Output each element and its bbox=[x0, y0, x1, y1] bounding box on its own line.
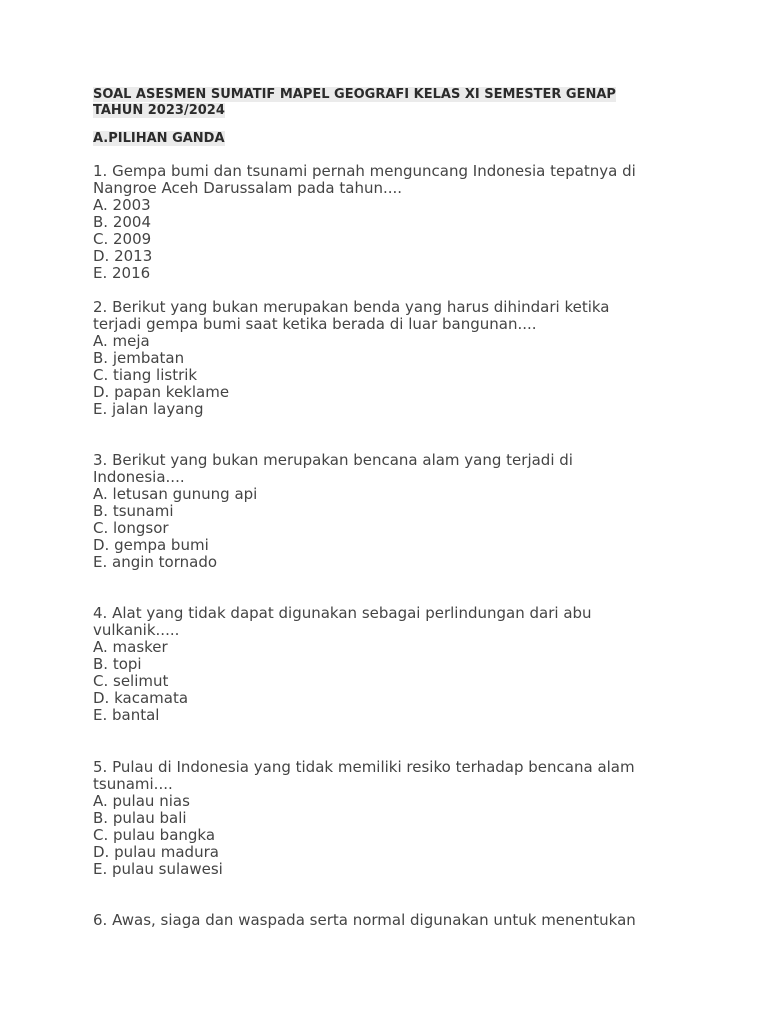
answer-option: C. pulau bangka bbox=[93, 826, 216, 844]
question-text: 1. Gempa bumi dan tsunami pernah menguncang Indonesia tepatnya di bbox=[93, 162, 636, 180]
section-heading-text: A.PILIHAN GANDA bbox=[93, 131, 225, 146]
section-heading bbox=[93, 131, 225, 147]
question-text: 5. Pulau di Indonesia yang tidak memiliki resiko terhadap bencana alam bbox=[93, 758, 635, 776]
answer-option: C. selimut bbox=[93, 672, 169, 690]
answer-option: D. papan keklame bbox=[93, 383, 230, 401]
answer-option: B. jembatan bbox=[93, 349, 185, 367]
question-3 bbox=[93, 452, 693, 571]
question-text: 6. Awas, siaga dan waspada serta normal digunakan untuk menentukan bbox=[93, 911, 636, 929]
answer-option: A. pulau nias bbox=[93, 792, 190, 810]
answer-option: C. 2009 bbox=[93, 230, 152, 248]
answer-option: C. tiang listrik bbox=[93, 366, 198, 384]
question-text: vulkanik..... bbox=[93, 621, 180, 639]
answer-option: D. kacamata bbox=[93, 689, 189, 707]
question-4 bbox=[93, 605, 693, 724]
question-text: 2. Berikut yang bukan merupakan benda yang harus dihindari ketika bbox=[93, 298, 610, 316]
title-line-1: SOAL ASESMEN SUMATIF MAPEL GEOGRAFI KELAS XI SEMESTER GENAP bbox=[93, 87, 616, 102]
answer-option: B. pulau bali bbox=[93, 809, 187, 827]
question-text: 4. Alat yang tidak dapat digunakan sebagai perlindungan dari abu bbox=[93, 604, 592, 622]
question-6 bbox=[93, 912, 693, 929]
question-text: Nangroe Aceh Darussalam pada tahun.... bbox=[93, 179, 403, 197]
answer-option: E. pulau sulawesi bbox=[93, 860, 223, 878]
answer-option: E. bantal bbox=[93, 706, 160, 724]
answer-option: D. 2013 bbox=[93, 247, 153, 265]
question-5 bbox=[93, 759, 693, 878]
answer-option: D. pulau madura bbox=[93, 843, 219, 861]
answer-option: A. 2003 bbox=[93, 196, 151, 214]
title-line-2: TAHUN 2023/2024 bbox=[93, 103, 225, 118]
answer-option: A. masker bbox=[93, 638, 168, 656]
answer-option: E. angin tornado bbox=[93, 553, 218, 571]
question-1 bbox=[93, 163, 693, 282]
question-2 bbox=[93, 299, 693, 418]
answer-option: B. topi bbox=[93, 655, 142, 673]
answer-option: A. letusan gunung api bbox=[93, 485, 258, 503]
question-text: terjadi gempa bumi saat ketika berada di luar bangunan.... bbox=[93, 315, 537, 333]
answer-option: E. jalan layang bbox=[93, 400, 204, 418]
question-text: tsunami.... bbox=[93, 775, 173, 793]
question-text: 3. Berikut yang bukan merupakan bencana alam yang terjadi di bbox=[93, 451, 573, 469]
answer-option: B. 2004 bbox=[93, 213, 152, 231]
answer-option: A. meja bbox=[93, 332, 150, 350]
answer-option: B. tsunami bbox=[93, 502, 174, 520]
answer-option: E. 2016 bbox=[93, 264, 151, 282]
question-text: Indonesia.... bbox=[93, 468, 185, 486]
answer-option: D. gempa bumi bbox=[93, 536, 209, 554]
document-title bbox=[93, 87, 653, 119]
answer-option: C. longsor bbox=[93, 519, 169, 537]
